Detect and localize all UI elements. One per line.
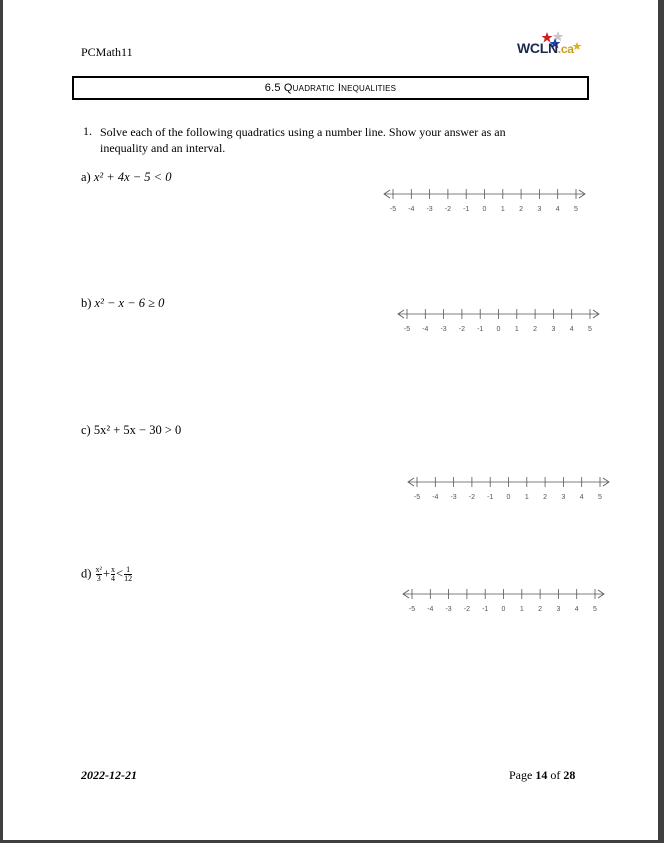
part-a — [81, 170, 172, 185]
tick-label: -3 — [440, 326, 447, 333]
tick-label: -2 — [458, 326, 466, 333]
tick-label: 3 — [537, 206, 542, 213]
tick-label: 5 — [574, 206, 578, 213]
tick-label: 4 — [574, 606, 579, 613]
tick-label: -3 — [450, 494, 457, 501]
part-b-expression: x² − x − 6 ≥ 0 — [94, 296, 165, 310]
part-b — [81, 296, 164, 311]
part-c-expression: 5x² + 5x − 30 > 0 — [93, 423, 182, 437]
plus-sign: + — [102, 566, 111, 581]
section-title: 6.5 Quadratic Inequalities — [72, 76, 589, 100]
tick-label: -5 — [403, 326, 411, 333]
fraction-1-over-12: $\frac{1}{12}$ — [124, 565, 133, 583]
tick-label: 5 — [598, 494, 602, 501]
tick-label: 0 — [496, 326, 501, 333]
tick-label: 4 — [569, 326, 574, 333]
less-than-sign: < — [116, 566, 124, 581]
number-line-a — [381, 185, 601, 221]
part-c-label: c) — [81, 423, 91, 437]
tick-label: -5 — [413, 494, 421, 501]
part-c — [81, 423, 181, 438]
tick-label: -4 — [408, 206, 415, 213]
number-line-b — [395, 305, 615, 341]
tick-label: -1 — [482, 606, 489, 613]
logo-ext-text: .ca — [557, 42, 574, 56]
tick-label: -4 — [432, 494, 439, 501]
tick-label: 3 — [551, 326, 556, 333]
tick-label: -5 — [389, 206, 397, 213]
tick-label: 1 — [524, 494, 529, 501]
current-page: 14 — [535, 768, 548, 782]
tick-label: 4 — [579, 494, 584, 501]
tick-label: -1 — [487, 494, 494, 501]
footer-date: 2022-12-21 — [81, 768, 137, 782]
footer-page-number: Page 14 of 28 — [509, 768, 576, 782]
tick-label: -4 — [427, 606, 434, 613]
tick-label: 4 — [555, 206, 560, 213]
tick-label: 0 — [482, 206, 487, 213]
part-a-label: a) — [81, 170, 91, 184]
part-d-label: d) — [81, 566, 92, 581]
total-pages: 28 — [563, 768, 576, 782]
tick-label: -2 — [444, 206, 452, 213]
tick-label: 0 — [501, 606, 506, 613]
document-page — [3, 0, 658, 840]
tick-label: -1 — [477, 326, 484, 333]
tick-label: -3 — [426, 206, 433, 213]
fraction-x2-over-3: $\frac{\text{x²}}{3}$ — [95, 565, 102, 583]
tick-label: -3 — [445, 606, 452, 613]
tick-label: 1 — [519, 606, 524, 613]
tick-label: 2 — [533, 326, 538, 333]
tick-label: -1 — [463, 206, 470, 213]
tick-label: 2 — [543, 494, 548, 501]
logo-main-text: WCLN — [517, 40, 558, 56]
part-d — [81, 566, 133, 583]
wcln-logo — [517, 30, 589, 60]
tick-label: -4 — [422, 326, 429, 333]
tick-label: -5 — [408, 606, 416, 613]
fraction-x-over-4: $\frac{x}{4}$ — [111, 565, 116, 583]
course-name: PCMath11 — [81, 45, 133, 59]
tick-label: 5 — [593, 606, 597, 613]
number-line-c — [405, 473, 625, 509]
tick-label: -2 — [468, 494, 476, 501]
tick-label: 2 — [538, 606, 543, 613]
tick-label: 5 — [588, 326, 592, 333]
tick-label: 1 — [514, 326, 519, 333]
tick-label: 3 — [561, 494, 566, 501]
tick-label: -2 — [463, 606, 471, 613]
tick-label: 3 — [556, 606, 561, 613]
part-b-label: b) — [81, 296, 92, 310]
number-line-d — [400, 585, 620, 621]
tick-label: 1 — [500, 206, 505, 213]
tick-label: 0 — [506, 494, 511, 501]
part-a-expression: x² + 4x − 5 < 0 — [93, 170, 172, 184]
question-number: 1. — [83, 124, 92, 138]
question-text: Solve each of the following quadratics using a number line. Show your answer as an inequality and an interval. — [100, 125, 506, 155]
tick-label: 2 — [519, 206, 524, 213]
